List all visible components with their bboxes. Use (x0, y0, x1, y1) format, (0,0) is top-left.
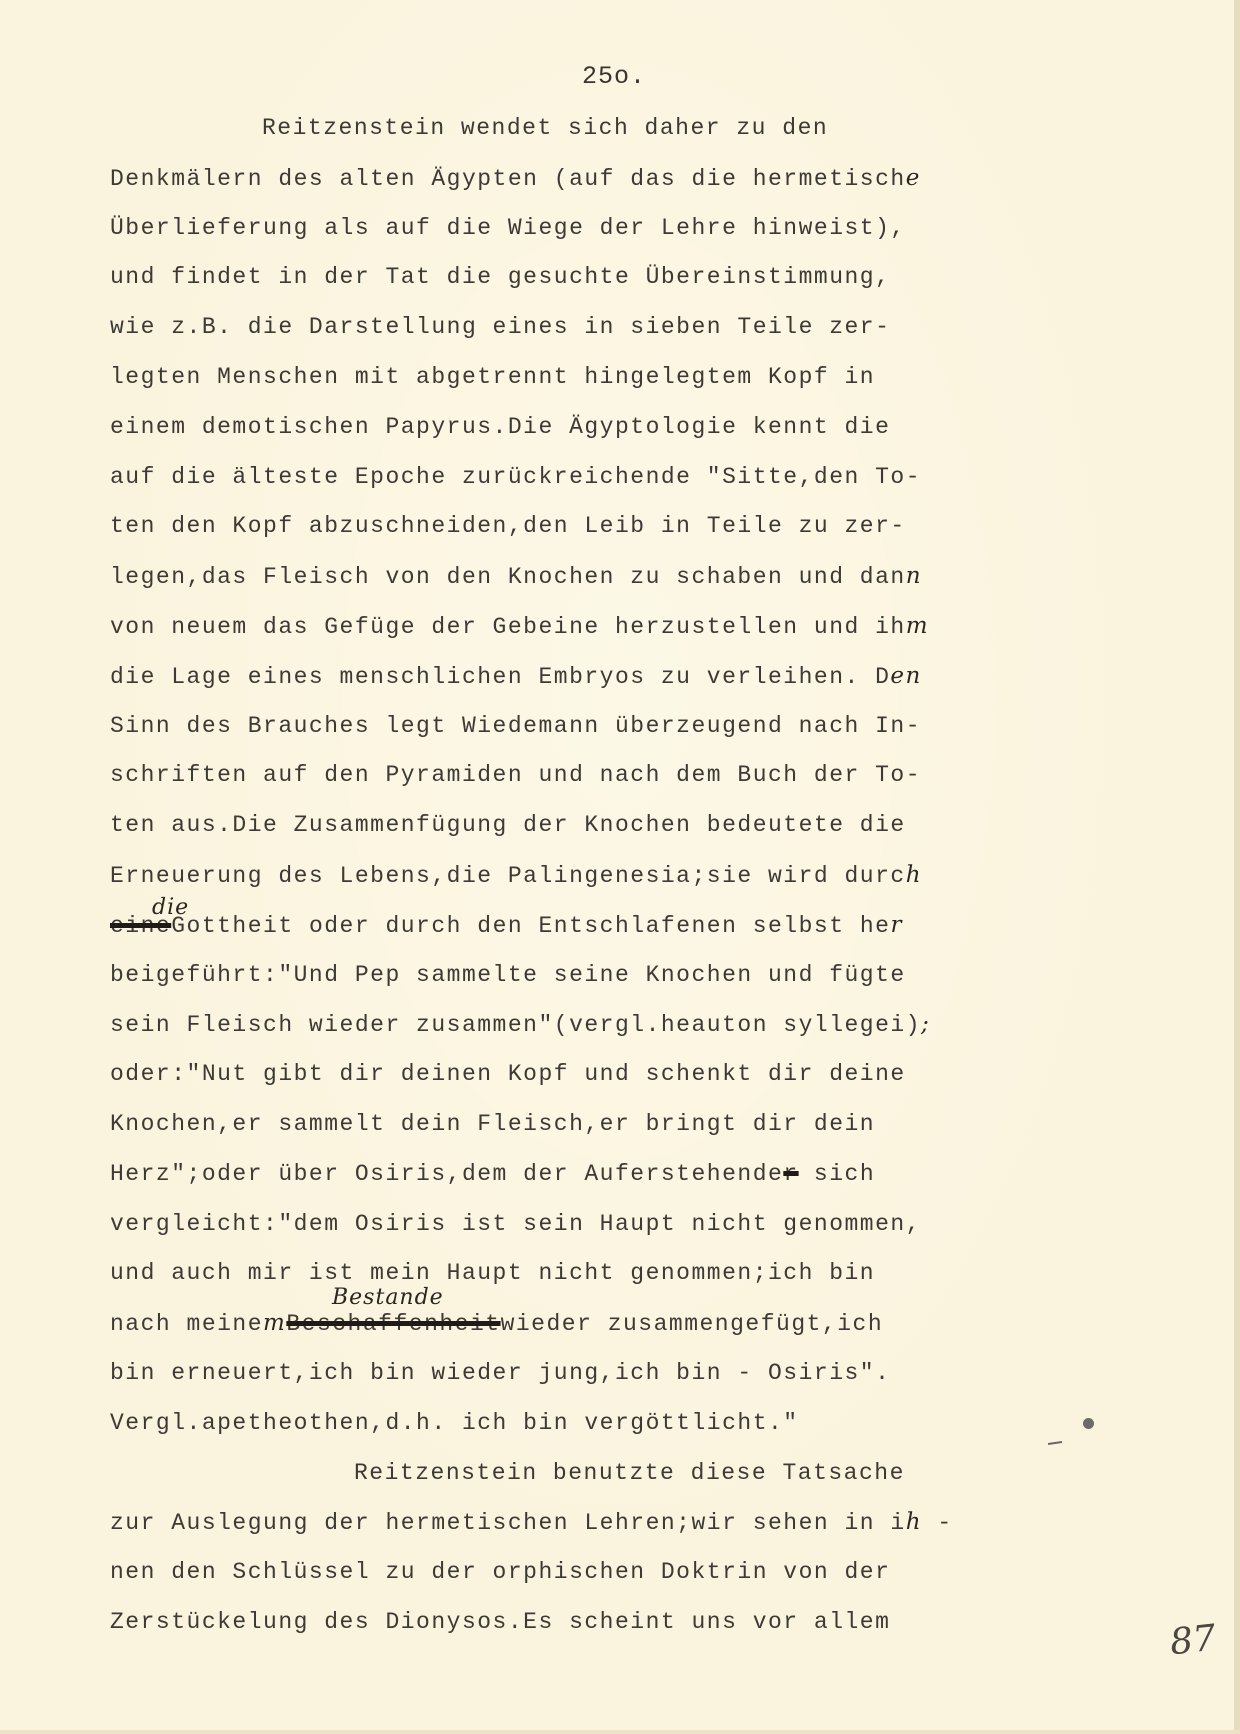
text-line (110, 453, 1150, 503)
line-text: Reitzenstein benutzte diese Tatsache (354, 1459, 905, 1486)
line-text: beigeführt:"Und Pep sammelte seine Knochen und fügte (110, 961, 906, 988)
handwritten-insertion: Bestande (332, 1285, 444, 1311)
page-bottom-edge (0, 1730, 1240, 1734)
typed-body-text (110, 104, 1150, 1648)
line-text: nen den Schlüssel zu der orphischen Doktrin von der (110, 1559, 891, 1586)
text-line (110, 253, 1150, 303)
line-text: Vergl.apetheothen,d.h. ich bin vergöttlicht." (110, 1409, 799, 1436)
line-text: Reitzenstein wendet sich daher zu den (262, 115, 829, 141)
line-text: einem demotischen Papyrus.Die Ägyptologie kennt die (110, 413, 891, 440)
line-text: Gottheit oder durch den Entschlafenen selbst he (171, 912, 891, 939)
handwritten-correction: m (905, 612, 930, 639)
text-line (110, 851, 1150, 901)
text-line (110, 204, 1150, 254)
line-text: ten aus.Die Zusammenfügung der Knochen bedeutete die (110, 812, 906, 839)
line-text: und findet in der Tat die gesuchte Übereinstimmung, (110, 264, 891, 291)
text-line (110, 1399, 1150, 1449)
line-text: sein Fleisch wieder zusammen"(vergl.heauton syllegei) (110, 1012, 922, 1039)
handwritten-correction: n (905, 662, 922, 689)
line-text: Herz";oder über Osiris,dem der Auferstehende (110, 1160, 784, 1187)
line-text: von neuem das Gefüge der Gebeine herzustellen und ih (110, 613, 906, 640)
line-text: oder:"Nut gibt dir deinen Kopf und schenkt dir deine (110, 1061, 906, 1088)
line-text: legen,das Fleisch von den Knochen zu schaben und dan (110, 564, 906, 591)
text-line (110, 602, 1150, 652)
line-text: Denkmälern des alten Ägypten (auf das die hermetisch (110, 165, 906, 192)
line-text: auf die älteste Epoche zurückreichende "Sitte,den To- (110, 463, 922, 490)
handwritten-insertion: die (152, 894, 190, 920)
line-text: bin erneuert,ich bin wieder jung,ich bin - Osiris". (110, 1359, 891, 1386)
line-text: zur Auslegung der hermetischen Lehren;wir sehen in i (110, 1510, 906, 1537)
line-text: Sinn des Brauches legt Wiedemann überzeugend nach In- (110, 712, 922, 739)
line-text: wie z.B. die Darstellung eines in sieben Teile zer- (110, 314, 891, 341)
text-line (110, 1100, 1150, 1150)
text-line (110, 552, 1150, 602)
line-text: wieder zusammengefügt,ich (500, 1311, 884, 1338)
page-edge-shadow (1234, 0, 1240, 1734)
ink-spot (1083, 1418, 1094, 1429)
line-text: legten Menschen mit abgetrennt hingelegtem Kopf in (110, 363, 876, 390)
handwritten-correction: e (890, 662, 906, 689)
handwritten-correction: r (890, 911, 903, 938)
text-line (110, 1498, 1150, 1548)
struck-word: eine (110, 912, 172, 939)
text-line (110, 303, 1150, 353)
folio-number: 87 (1167, 1617, 1218, 1664)
text-line (110, 652, 1150, 702)
handwritten-correction: e (905, 164, 921, 191)
handwritten-correction: m (263, 1310, 287, 1337)
text-line (110, 951, 1150, 1001)
handwritten-correction: n (905, 563, 923, 590)
struck-letter: r (783, 1160, 799, 1187)
line-text: nach meine (110, 1311, 264, 1338)
text-line (110, 353, 1150, 403)
text-line (110, 154, 1150, 204)
text-line (110, 1285, 1150, 1349)
text-line (110, 1200, 1150, 1250)
text-line (110, 1548, 1150, 1598)
text-line (110, 801, 1150, 851)
text-line (110, 104, 1150, 154)
line-text: Zerstückelung des Dionysos.Es scheint uns vor allem (110, 1608, 891, 1635)
text-line (110, 1449, 1150, 1499)
text-line (110, 502, 1150, 552)
line-text: schriften auf den Pyramiden und nach dem Buch der To- (110, 762, 922, 789)
text-line (110, 1598, 1150, 1648)
text-line (110, 894, 1150, 951)
text-line (110, 403, 1150, 453)
line-text: Erneuerung des Lebens,die Palingenesia;sie wird durc (110, 862, 906, 889)
text-line (110, 1150, 1150, 1200)
page-number: 25o. (582, 62, 647, 91)
margin-hyphen: - (922, 1510, 953, 1537)
text-line (110, 751, 1150, 801)
struck-word: Beschaffenheit (286, 1311, 501, 1338)
line-text: Knochen,er sammelt dein Fleisch,er bringt dir dein (110, 1110, 876, 1137)
line-text: und auch mir ist mein Haupt nicht genommen;ich bin (110, 1260, 876, 1287)
handwritten-correction: h (905, 1509, 923, 1536)
line-text: vergleicht:"dem Osiris ist sein Haupt nicht genommen, (110, 1210, 922, 1237)
text-line (110, 1000, 1150, 1050)
text-line (110, 702, 1150, 752)
line-text: die Lage eines menschlichen Embryos zu verleihen. D (110, 663, 891, 690)
text-line (110, 1050, 1150, 1100)
text-line (110, 1249, 1150, 1299)
line-text: sich (798, 1160, 876, 1187)
handwritten-correction: h (905, 861, 923, 888)
line-text: Überlieferung als auf die Wiege der Lehre hinweist), (110, 214, 906, 241)
handwritten-correction: ; (921, 1011, 931, 1038)
line-text: ten den Kopf abzuschneiden,den Leib in Teile zu zer- (110, 513, 906, 540)
text-line (110, 1349, 1150, 1399)
